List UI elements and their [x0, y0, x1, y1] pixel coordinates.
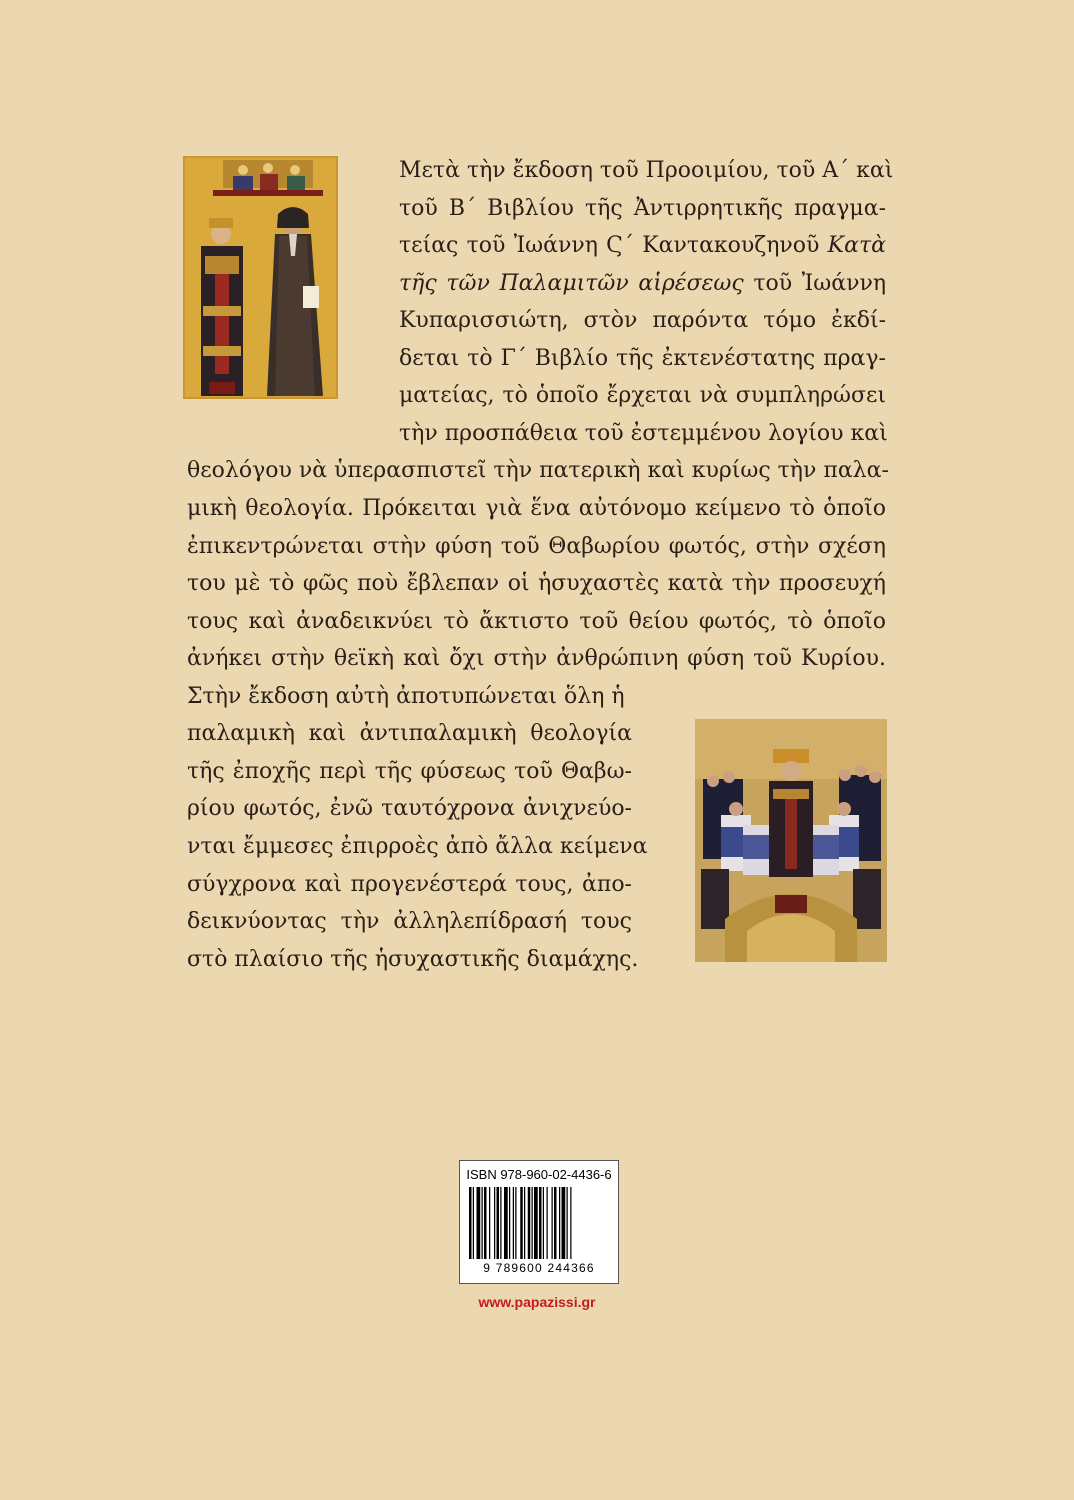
barcode-bar: [482, 1187, 483, 1259]
body-text-line: νται ἔμμεσες ἐπιρροὲς ἀπὸ ἄλλα κείμενα: [187, 834, 648, 859]
body-text-segment: τείας τοῦ Ἰωάννη Ϛ΄ Καντακουζηνοῦ: [399, 233, 828, 258]
body-text-line: τὴν προσπάθεια τοῦ ἐστεμμένου λογίου καὶ: [399, 421, 888, 446]
synod-illustration: [695, 719, 887, 962]
body-text-line: Κυπαρισσιώτη, στὸν παρόντα τόμο ἐκδί-: [399, 308, 886, 333]
barcode-digits: 9 789600 244366: [483, 1261, 595, 1275]
barcode-bar: [500, 1187, 501, 1259]
barcode-bar: [494, 1187, 495, 1259]
barcode-bar: [484, 1187, 487, 1259]
body-text-line: στὸ πλαίσιο τῆς ἡσυχαστικῆς διαμάχης.: [187, 947, 639, 972]
isbn-barcode: [459, 1160, 619, 1284]
barcode-bar: [554, 1187, 557, 1259]
barcode-bar: [539, 1187, 542, 1259]
barcode-bar: [520, 1187, 523, 1259]
body-text-line: παλαμικὴ καὶ ἀντιπαλαμικὴ θεολογία: [187, 721, 632, 746]
body-text-line: [399, 227, 886, 264]
body-text-segment: τοῦ Ἰωάννη: [743, 271, 886, 296]
body-text-line: [399, 265, 886, 302]
barcode-bar: [504, 1187, 508, 1259]
body-text-line: ἀνήκει στὴν θεϊκὴ καὶ ὄχι στὴν ἀνθρώπινη φύση τοῦ Κυρίου.: [187, 646, 886, 671]
barcode-bar: [552, 1187, 553, 1259]
barcode-bar: [497, 1187, 500, 1259]
body-text-line: Μετὰ τὴν ἔκδοση τοῦ Προοιμίου, τοῦ Α΄ καὶ: [399, 158, 894, 183]
emperor-monk-illustration: [183, 156, 338, 399]
body-text-line: δεται τὸ Γ΄ Βιβλίο τῆς ἐκτενέστατης πραγ-: [399, 346, 886, 371]
book-title-italic: Κατὰ: [827, 233, 886, 258]
barcode-bar: [534, 1187, 538, 1259]
body-text-line: σύγχρονα καὶ προγενέστερά τους, ἀπο-: [187, 872, 632, 897]
byzantine-synod-icon-image: [695, 719, 887, 962]
barcode-bar: [524, 1187, 525, 1259]
body-text-line: ρίου φωτός, ἐνῶ ταυτόχρονα ἀνιχνεύο-: [187, 796, 632, 821]
body-text-line: ματείας, τὸ ὁποῖο ἔρχεται νὰ συμπληρώσει: [399, 383, 886, 408]
barcode-bar: [513, 1187, 514, 1259]
barcode-bar: [547, 1187, 548, 1259]
barcode-bar: [509, 1187, 510, 1259]
barcode-bar: [543, 1187, 544, 1259]
barcode-bar: [559, 1187, 560, 1259]
barcode-bar: [489, 1187, 490, 1259]
body-text-line: Στὴν ἔκδοση αὐτὴ ἀποτυπώνεται ὅλη ἡ: [187, 684, 625, 709]
barcode-bar: [532, 1187, 533, 1259]
barcode-bar: [477, 1187, 481, 1259]
barcode-bar: [567, 1187, 568, 1259]
publisher-website: www.papazissi.gr: [478, 1294, 596, 1310]
barcode-bar: [562, 1187, 566, 1259]
body-text-line: θεολόγου νὰ ὑπερασπιστεῖ τὴν πατερικὴ καὶ κυρίως τὴν παλα-: [187, 458, 889, 483]
body-text-line: ἐπικεντρώνεται στὴν φύση τοῦ Θαβωρίου φωτός, στὴν σχέση: [187, 534, 886, 559]
barcode-bars-icon: [469, 1187, 609, 1259]
barcode-bar: [515, 1187, 516, 1259]
body-text-line: μικὴ θεολογία. Πρόκειται γιὰ ἕνα αὐτόνομο κείμενο τὸ ὁποῖο: [187, 496, 886, 521]
byzantine-icon-emperor-monk-image: [183, 156, 338, 399]
isbn-number: ISBN 978-960-02-4436-6: [466, 1167, 612, 1182]
barcode-bar: [469, 1187, 472, 1259]
book-title-italic: τῆς τῶν Παλαμιτῶν αἱρέσεως: [399, 271, 744, 296]
barcode-bar: [570, 1187, 571, 1259]
body-text-line: του μὲ τὸ φῶς ποὺ ἔβλεπαν οἱ ἡσυχαστὲς κατὰ τὴν προσευχή: [187, 571, 886, 596]
body-text-line: τοῦ Β΄ Βιβλίου τῆς Ἀντιρρητικῆς πραγμα-: [399, 196, 886, 221]
body-text-line: τῆς ἐποχῆς περὶ τῆς φύσεως τοῦ Θαβω-: [187, 759, 632, 784]
body-text-line: δεικνύοντας τὴν ἀλληλεπίδρασή τους: [187, 909, 632, 934]
body-text-line: τους καὶ ἀναδεικνύει τὸ ἄκτιστο τοῦ θείου φωτός, τὸ ὁποῖο: [187, 609, 886, 634]
barcode-bar: [473, 1187, 474, 1259]
barcode-bar: [528, 1187, 531, 1259]
